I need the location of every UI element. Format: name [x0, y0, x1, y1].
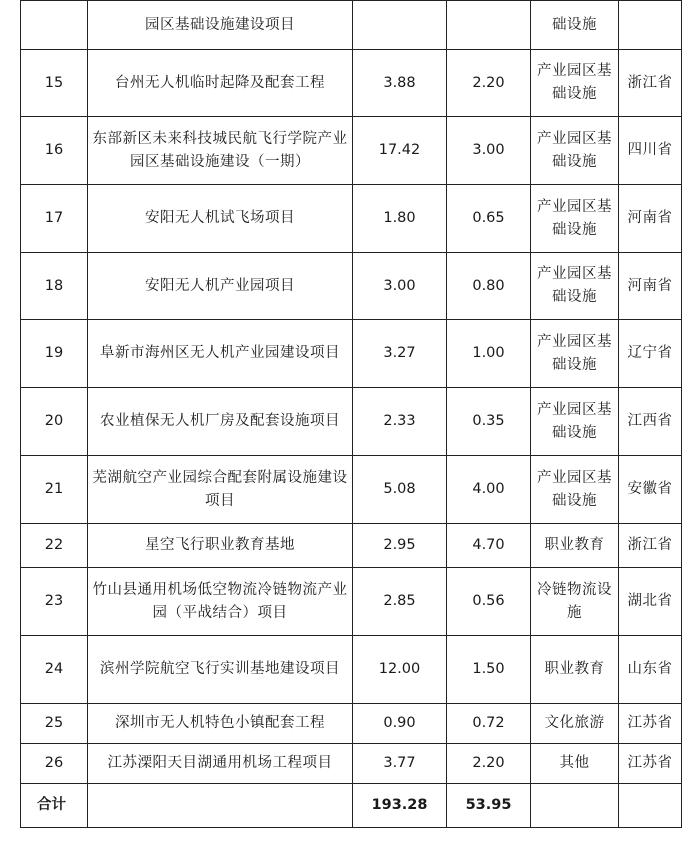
row-number-cell: [21, 1, 88, 50]
project-type-cell: 文化旅游: [531, 704, 619, 744]
total-name-cell: [88, 784, 353, 828]
project-name-cell: 阜新市海州区无人机产业园建设项目: [88, 320, 353, 388]
province-cell: 浙江省: [619, 50, 682, 117]
table-row: [21, 388, 682, 456]
annual-investment-cell: 0.72: [447, 704, 531, 744]
annual-investment-cell: 0.35: [447, 388, 531, 456]
row-number-cell: 19: [21, 320, 88, 388]
project-type-cell: 职业教育: [531, 636, 619, 704]
table-row: [21, 117, 682, 185]
table-row: [21, 568, 682, 636]
total-investment-cell: 3.88: [353, 50, 447, 117]
annual-investment-cell: 3.00: [447, 117, 531, 185]
annual-investment-cell: 4.00: [447, 456, 531, 524]
project-type-cell: 产业园区基础设施: [531, 117, 619, 185]
row-number-cell: 22: [21, 524, 88, 568]
total-investment-cell: 1.80: [353, 185, 447, 253]
province-cell: 湖北省: [619, 568, 682, 636]
annual-investment-cell: 2.20: [447, 744, 531, 784]
annual-investment-cell: [447, 1, 531, 50]
table-row: [21, 320, 682, 388]
row-number-cell: 24: [21, 636, 88, 704]
province-cell: 河南省: [619, 253, 682, 320]
total-label-cell: 合计: [21, 784, 88, 828]
row-number-cell: 21: [21, 456, 88, 524]
annual-investment-cell: 2.20: [447, 50, 531, 117]
total-investment-cell: 5.08: [353, 456, 447, 524]
project-type-cell: 础设施: [531, 1, 619, 50]
row-number-cell: 15: [21, 50, 88, 117]
total-type-cell: [531, 784, 619, 828]
project-type-cell: 产业园区基础设施: [531, 456, 619, 524]
row-number-cell: 20: [21, 388, 88, 456]
province-cell: 江苏省: [619, 704, 682, 744]
row-number-cell: 25: [21, 704, 88, 744]
project-type-cell: 其他: [531, 744, 619, 784]
project-name-cell: 农业植保无人机厂房及配套设施项目: [88, 388, 353, 456]
province-cell: 江西省: [619, 388, 682, 456]
province-cell: 四川省: [619, 117, 682, 185]
total-investment-cell: 2.33: [353, 388, 447, 456]
province-cell: 浙江省: [619, 524, 682, 568]
project-name-cell: 滨州学院航空飞行实训基地建设项目: [88, 636, 353, 704]
annual-investment-cell: 0.56: [447, 568, 531, 636]
total-province-cell: [619, 784, 682, 828]
grand-annual-investment-cell: 53.95: [447, 784, 531, 828]
total-investment-cell: 3.27: [353, 320, 447, 388]
total-investment-cell: 12.00: [353, 636, 447, 704]
table-row: [21, 456, 682, 524]
annual-investment-cell: 0.65: [447, 185, 531, 253]
project-name-cell: 星空飞行职业教育基地: [88, 524, 353, 568]
total-investment-cell: 2.95: [353, 524, 447, 568]
project-name-cell: 台州无人机临时起降及配套工程: [88, 50, 353, 117]
province-cell: 河南省: [619, 185, 682, 253]
annual-investment-cell: 1.00: [447, 320, 531, 388]
province-cell: 辽宁省: [619, 320, 682, 388]
total-row: [21, 784, 682, 828]
project-type-cell: 产业园区基础设施: [531, 253, 619, 320]
project-type-cell: 产业园区基础设施: [531, 388, 619, 456]
table-row: [21, 185, 682, 253]
total-investment-cell: 0.90: [353, 704, 447, 744]
project-name-cell: 安阳无人机试飞场项目: [88, 185, 353, 253]
province-cell: 安徽省: [619, 456, 682, 524]
annual-investment-cell: 0.80: [447, 253, 531, 320]
grand-total-investment-cell: 193.28: [353, 784, 447, 828]
project-name-cell: 安阳无人机产业园项目: [88, 253, 353, 320]
project-name-cell: 东部新区未来科技城民航飞行学院产业园区基础设施建设（一期）: [88, 117, 353, 185]
row-number-cell: 18: [21, 253, 88, 320]
project-name-cell: 芜湖航空产业园综合配套附属设施建设项目: [88, 456, 353, 524]
project-type-cell: 职业教育: [531, 524, 619, 568]
row-number-cell: 23: [21, 568, 88, 636]
row-number-cell: 26: [21, 744, 88, 784]
project-name-cell: 竹山县通用机场低空物流冷链物流产业园（平战结合）项目: [88, 568, 353, 636]
project-table: [20, 0, 682, 828]
total-investment-cell: 17.42: [353, 117, 447, 185]
total-investment-cell: 3.00: [353, 253, 447, 320]
province-cell: 山东省: [619, 636, 682, 704]
table-row: [21, 524, 682, 568]
annual-investment-cell: 4.70: [447, 524, 531, 568]
table-body: [21, 1, 682, 828]
total-investment-cell: 2.85: [353, 568, 447, 636]
row-number-cell: 17: [21, 185, 88, 253]
total-investment-cell: [353, 1, 447, 50]
table-row: [21, 636, 682, 704]
annual-investment-cell: 1.50: [447, 636, 531, 704]
project-type-cell: 产业园区基础设施: [531, 185, 619, 253]
project-type-cell: 冷链物流设施: [531, 568, 619, 636]
investment-table-page: [20, 0, 681, 828]
table-row: [21, 1, 682, 50]
total-investment-cell: 3.77: [353, 744, 447, 784]
project-name-cell: 深圳市无人机特色小镇配套工程: [88, 704, 353, 744]
table-row: [21, 253, 682, 320]
table-row: [21, 744, 682, 784]
table-row: [21, 50, 682, 117]
province-cell: [619, 1, 682, 50]
table-row: [21, 704, 682, 744]
row-number-cell: 16: [21, 117, 88, 185]
project-type-cell: 产业园区基础设施: [531, 320, 619, 388]
province-cell: 江苏省: [619, 744, 682, 784]
project-type-cell: 产业园区基础设施: [531, 50, 619, 117]
project-name-cell: 园区基础设施建设项目: [88, 1, 353, 50]
project-name-cell: 江苏溧阳天目湖通用机场工程项目: [88, 744, 353, 784]
